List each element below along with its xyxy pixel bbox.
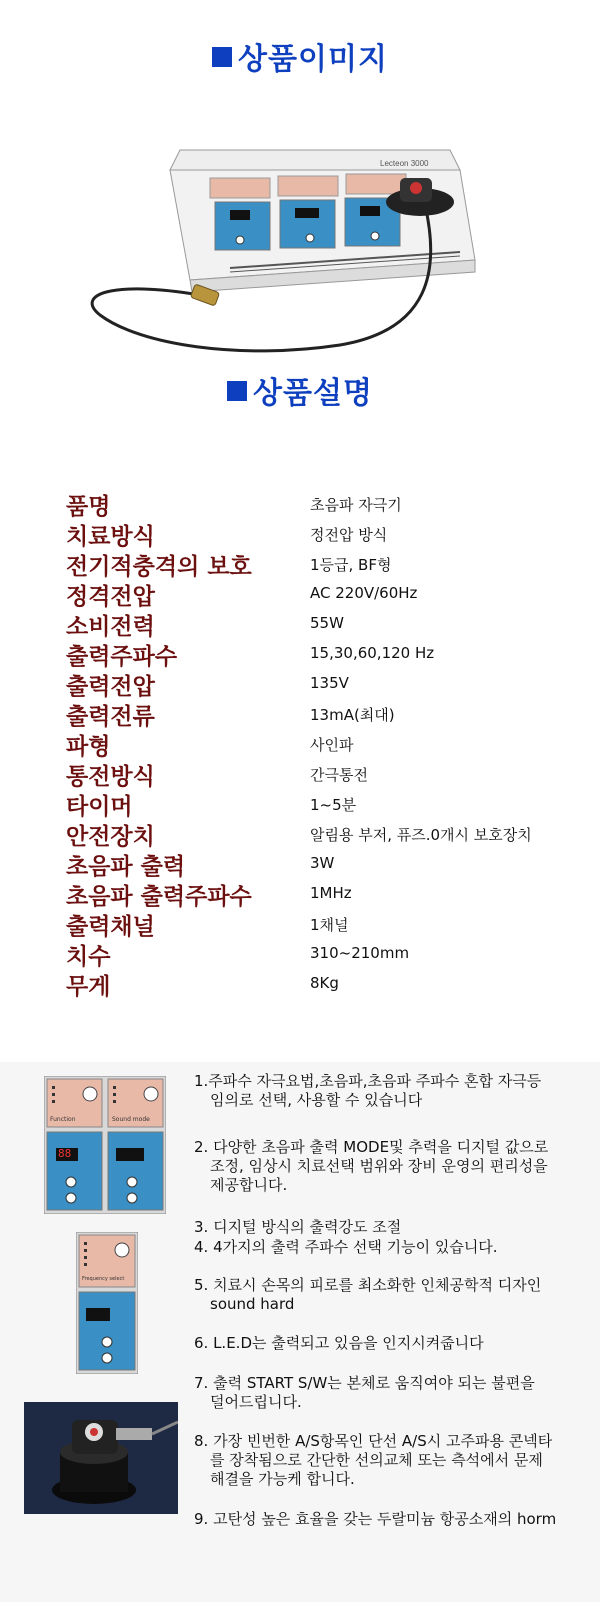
spec-label: 파형 <box>66 734 111 760</box>
spec-row <box>66 518 586 548</box>
feature-item: 7. 출력 START S/W는 본체로 움직여야 되는 불편을 덜어드립니다. <box>194 1374 535 1411</box>
spec-value: 알림용 부저, 퓨즈.0개시 보호장치 <box>310 826 532 844</box>
product-image <box>80 130 540 360</box>
spec-value: AC 220V/60Hz <box>310 584 418 602</box>
spec-value: 55W <box>310 614 344 632</box>
square-bullet-icon <box>212 47 232 67</box>
ultrasound-device-illustration <box>80 130 540 360</box>
spec-row <box>66 488 586 518</box>
feature-item: 3. 디지털 방식의 출력강도 조절 <box>194 1218 402 1236</box>
feature-item: 1.주파수 자극요법,초음파,초음파 주파수 혼합 자극등 임의로 선택, 사용할 수 있습니다 <box>194 1072 542 1109</box>
spec-label: 초음파 출력 <box>66 854 186 880</box>
spec-value: 1~5분 <box>310 796 357 814</box>
spec-row <box>66 758 586 788</box>
spec-value: 13mA(최대) <box>310 706 395 724</box>
spec-row <box>66 638 586 668</box>
spec-value: 정전압 방식 <box>310 526 388 544</box>
spec-row <box>66 878 586 908</box>
sound-mode-label: Sound mode <box>112 1116 150 1123</box>
spec-row <box>66 608 586 638</box>
spec-value: 310~210mm <box>310 944 410 962</box>
spec-value: 사인파 <box>310 736 354 754</box>
frequency-label: Frequency select <box>82 1276 125 1282</box>
control-panel-illustration <box>44 1076 166 1214</box>
spec-label: 통전방식 <box>66 764 155 790</box>
spec-value: 8Kg <box>310 974 339 992</box>
feature-item: 5. 치료시 손목의 피로를 최소화한 인체공학적 디자인 sound hard <box>194 1276 542 1313</box>
transducer-illustration <box>24 1402 178 1514</box>
frequency-panel-illustration <box>76 1232 138 1374</box>
control-panel-image <box>44 1076 166 1214</box>
spec-label: 정격전압 <box>66 584 155 610</box>
feature-item: 6. L.E.D는 출력되고 있음을 인지시켜줍니다 <box>194 1334 484 1352</box>
device-brand-text: Lecteon 3000 <box>380 159 429 168</box>
spec-value: 1등급, BF형 <box>310 556 392 574</box>
product-image-heading: 상품이미지 <box>0 34 600 78</box>
spec-label: 안전장치 <box>66 824 155 850</box>
spec-value: 간극통전 <box>310 766 368 784</box>
spec-label: 출력전류 <box>66 704 155 730</box>
spec-row <box>66 968 586 998</box>
spec-row <box>66 848 586 878</box>
spec-label: 소비전력 <box>66 614 155 640</box>
spec-label: 치료방식 <box>66 524 155 550</box>
spec-label: 무게 <box>66 974 111 1000</box>
spec-value: 135V <box>310 674 349 692</box>
spec-table <box>66 488 586 998</box>
spec-row <box>66 728 586 758</box>
spec-value: 1채널 <box>310 916 349 934</box>
function-label: Function <box>50 1116 76 1123</box>
spec-row <box>66 668 586 698</box>
spec-value: 초음파 자극기 <box>310 496 402 514</box>
spec-row <box>66 938 586 968</box>
spec-label: 초음파 출력주파수 <box>66 884 252 910</box>
spec-row <box>66 698 586 728</box>
square-bullet-icon <box>227 381 247 401</box>
spec-label: 품명 <box>66 494 111 520</box>
spec-label: 출력전압 <box>66 674 155 700</box>
led-display: 88 <box>58 1147 72 1160</box>
spec-label: 타이머 <box>66 794 133 820</box>
spec-row <box>66 548 586 578</box>
spec-value: 15,30,60,120 Hz <box>310 644 435 662</box>
spec-row <box>66 578 586 608</box>
feature-item: 4. 4가지의 출력 주파수 선택 기능이 있습니다. <box>194 1238 498 1256</box>
feature-item: 9. 고탄성 높은 효율을 갖는 두랄미늄 항공소재의 horm <box>194 1510 557 1528</box>
transducer-image <box>24 1402 178 1514</box>
feature-item: 2. 다양한 초음파 출력 MODE및 추력을 디지털 값으로 조정, 임상시 치료선택 범위와 장비 운영의 편리성을 제공합니다. <box>194 1138 549 1194</box>
spec-label: 전기적충격의 보호 <box>66 554 252 580</box>
product-description-heading: 상품설명 <box>0 368 600 412</box>
spec-label: 출력주파수 <box>66 644 178 670</box>
spec-label: 치수 <box>66 944 111 970</box>
features-section <box>0 1062 600 1602</box>
spec-row <box>66 908 586 938</box>
feature-item: 8. 가장 빈번한 A/S항목인 단선 A/S시 고주파용 콘넥타 를 장착됨으로 간단한 선의교체 또는 측석에서 문제 해결을 가능케 합니다. <box>194 1432 553 1488</box>
spec-value: 3W <box>310 854 335 872</box>
frequency-panel-image <box>76 1232 138 1374</box>
spec-label: 출력채널 <box>66 914 155 940</box>
spec-row <box>66 818 586 848</box>
spec-row <box>66 788 586 818</box>
spec-value: 1MHz <box>310 884 352 902</box>
